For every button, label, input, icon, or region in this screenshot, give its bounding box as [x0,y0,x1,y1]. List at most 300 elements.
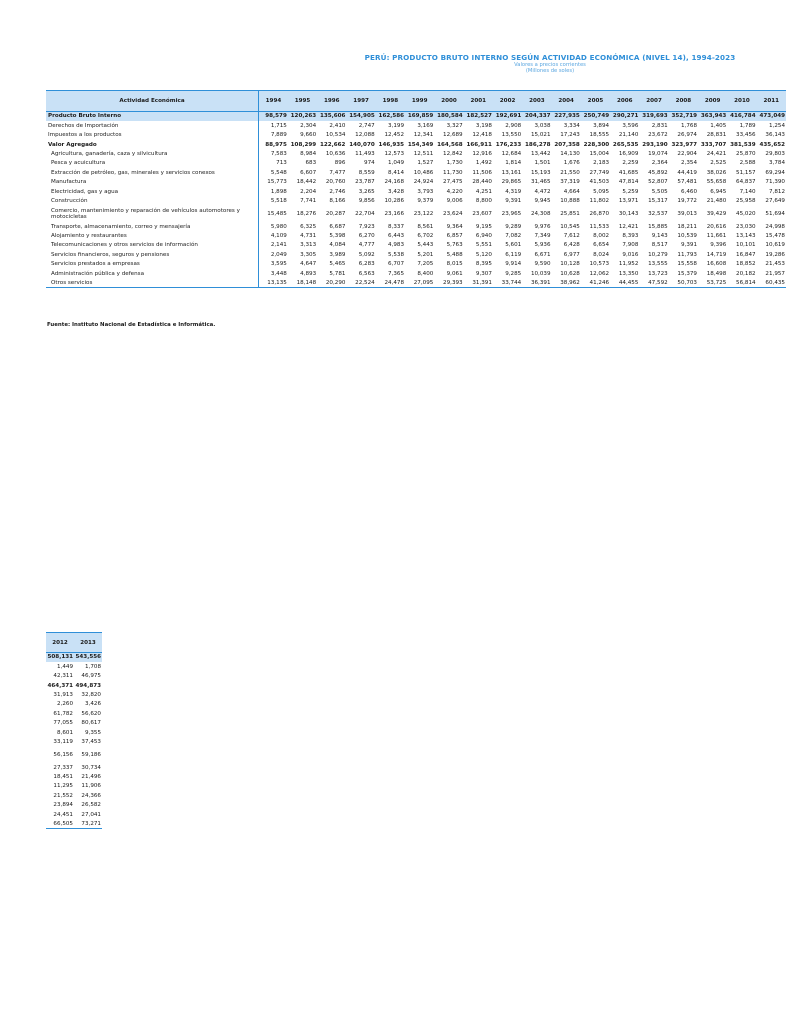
table-cell: 6,607 [300,169,317,176]
table-cell: 15,773 [267,179,287,186]
table-cell: 42,311 [53,673,73,680]
table-cell: 13,350 [618,270,639,277]
table-cell: 15,485 [267,210,287,217]
table-cell: 10,486 [413,169,434,176]
table-cell: 6,443 [388,233,405,240]
table-cell: 18,498 [706,270,727,277]
header-year: 1997 [346,91,375,112]
table-cell: 18,451 [53,774,73,781]
table-cell: 23,787 [355,179,375,186]
table-cell: 30,734 [81,764,101,771]
table-cell: 27,095 [405,279,434,288]
table-cell: 27,749 [589,169,610,176]
table-row [46,196,786,205]
table-cell: 7,082 [505,233,522,240]
table-cell: 21,552 [53,792,73,799]
header-year: 1999 [405,91,434,112]
table-cell: 1,405 [710,122,727,129]
table-cell: 176,233 [495,141,522,148]
table-cell: 12,511 [413,150,434,157]
table-cell: 7,349 [534,233,551,240]
table-cell: 14,719 [706,251,727,258]
table-cell: 9,016 [622,251,639,258]
row-label: Servicios prestados a empresas [46,260,259,269]
table-cell: 15,193 [530,169,551,176]
table-cell: 11,730 [443,169,463,176]
table-cell: 2,354 [680,160,697,167]
table-cell: 8,601 [56,729,73,736]
table-cell: 19,772 [677,198,697,205]
table-cell: 61,782 [53,710,73,717]
table-cell: 2,141 [270,242,287,249]
table-cell: 12,689 [443,132,463,139]
table-row [46,700,102,709]
table-cell: 33,119 [53,739,73,746]
table-cell: 12,088 [355,132,375,139]
row-label: Alojamiento y restaurantes [46,231,259,240]
table-cell: 44,455 [610,279,639,288]
table-cell: 3,426 [84,701,101,708]
table-cell: 47,592 [639,279,668,288]
table-cell: 21,957 [765,270,785,277]
table-cell: 6,563 [358,270,375,277]
table-cell: 8,395 [475,261,492,268]
table-row [46,782,102,791]
table-cell: 8,002 [593,233,610,240]
table-cell: 20,287 [325,210,346,217]
table-cell: 15,885 [648,223,668,230]
table-cell: 51,694 [765,210,785,217]
table-cell: 3,169 [417,122,434,129]
table-cell: 24,998 [765,223,785,230]
table-cell: 12,684 [501,150,522,157]
table-cell: 9,914 [505,261,522,268]
table-row [46,772,102,781]
table-cell: 8,414 [388,169,405,176]
table-cell: 29,803 [765,150,785,157]
table-cell: 5,092 [358,251,375,258]
table-cell: 683 [305,160,317,167]
table-cell: 15,317 [648,198,668,205]
table-cell: 12,421 [618,223,639,230]
table-cell: 2,364 [651,160,668,167]
table-cell: 8,393 [622,233,639,240]
table-cell: 5,120 [475,251,492,258]
table-cell: 1,492 [475,160,492,167]
table-cell: 26,974 [677,132,697,139]
table-cell: 20,290 [317,279,346,288]
table-cell: 30,143 [618,210,639,217]
table-cell: 8,015 [446,261,463,268]
table-cell: 77,055 [53,720,73,727]
table-cell: 5,538 [388,251,405,258]
table-cell: 250,749 [581,112,610,121]
table-cell: 56,156 [53,751,73,758]
table-row [46,791,102,800]
table-cell: 6,940 [475,233,492,240]
row-label: Impuestos a los productos [46,130,259,139]
table-cell: 290,271 [610,112,639,121]
table-cell: 7,812 [768,188,785,195]
table-cell: 2,525 [710,160,727,167]
table-cell: 4,893 [300,270,317,277]
table-row [46,140,786,149]
table-row [46,260,786,269]
header-year: 2007 [639,91,668,112]
table-cell: 8,800 [475,198,492,205]
table-cell: 508,131 [47,654,73,661]
table-cell: 2,831 [651,122,668,129]
table-row [46,662,102,671]
table-cell: 9,061 [446,270,463,277]
continuation-header-row [46,633,102,653]
table-cell: 4,731 [300,233,317,240]
table-cell: 13,971 [618,198,639,205]
header-year: 1995 [288,91,317,112]
table-cell: 39,429 [706,210,727,217]
table-cell: 3,305 [300,251,317,258]
table-cell: 9,391 [680,242,697,249]
table-cell: 25,870 [736,150,756,157]
table-cell: 11,661 [706,233,727,240]
table-cell: 2,259 [622,160,639,167]
table-cell: 2,588 [739,160,756,167]
header-year: 2004 [552,91,581,112]
table-row [46,681,102,690]
table-cell: 154,349 [407,141,434,148]
table-cell: 146,935 [378,141,405,148]
table-cell: 21,140 [618,132,639,139]
table-cell: 186,278 [525,141,551,148]
table-cell: 6,428 [563,242,580,249]
table-cell: 10,286 [384,198,405,205]
table-cell: 21,480 [706,198,727,205]
table-cell: 11,506 [472,169,492,176]
table-cell: 7,908 [622,242,639,249]
table-cell: 7,741 [300,198,317,205]
table-cell: 3,038 [534,122,551,129]
table-cell: 10,101 [736,242,756,249]
table-cell: 5,488 [446,251,463,258]
table-cell: 2,260 [56,701,73,708]
table-cell: 12,573 [384,150,405,157]
table-cell: 416,784 [727,112,756,121]
table-cell: 2,304 [300,122,317,129]
table-cell: 18,555 [589,132,610,139]
table-cell: 23,965 [501,210,522,217]
table-cell: 2,410 [329,122,346,129]
header-year: 2012 [46,633,74,653]
table-cell: 3,198 [475,122,492,129]
table-cell: 27,041 [81,811,101,818]
table-cell: 4,084 [329,242,346,249]
table-cell: 8,984 [300,150,317,157]
table-cell: 9,307 [475,270,492,277]
table-cell: 10,628 [560,270,580,277]
row-label: Transporte, almacenamiento, correo y mensajería [46,222,259,231]
table-cell: 9,590 [534,261,551,268]
table-cell: 21,496 [81,774,101,781]
table-cell: 2,746 [329,188,346,195]
table-cell: 9,660 [300,132,317,139]
table-cell: 9,391 [505,198,522,205]
table-cell: 36,391 [522,279,551,288]
table-row [46,653,102,662]
table-cell: 5,465 [329,261,346,268]
table-cell: 169,859 [405,112,434,121]
table-cell: 13,723 [648,270,668,277]
table-row [46,130,786,139]
table-cell: 9,976 [534,223,551,230]
table-cell: 27,649 [765,198,785,205]
table-cell: 8,400 [417,270,434,277]
table-subtitle-scale: (Millones de soles) [525,68,575,74]
table-cell: 24,924 [413,179,434,186]
table-cell: 5,505 [651,188,668,195]
table-cell: 162,586 [376,112,405,121]
row-label: Electricidad, gas y agua [46,187,259,196]
table-cell: 45,020 [736,210,756,217]
table-cell: 6,857 [446,233,463,240]
header-year: 1998 [376,91,405,112]
table-cell: 69,294 [765,169,785,176]
table-cell: 11,533 [589,223,610,230]
table-cell: 9,285 [505,270,522,277]
table-cell: 1,789 [739,122,756,129]
table-cell: 28,831 [706,132,727,139]
table-cell: 38,026 [706,169,727,176]
table-cell: 2,204 [300,188,317,195]
table-cell: 494,873 [75,682,101,689]
table-row [46,728,102,737]
table-cell: 13,161 [501,169,522,176]
table-cell: 20,616 [706,223,727,230]
table-cell: 46,975 [81,673,101,680]
header-year: 1996 [317,91,346,112]
table-cell: 7,365 [388,270,405,277]
row-label: Producto Bruto Interno [46,112,259,121]
row-label: Construcción [46,196,259,205]
table-cell: 381,539 [730,141,756,148]
table-cell: 11,295 [53,783,73,790]
table-cell: 9,006 [446,198,463,205]
table-cell: 3,596 [622,122,639,129]
table-cell: 24,366 [81,792,101,799]
table-cell: 7,477 [329,169,346,176]
table-cell: 26,582 [81,802,101,809]
table-cell: 9,396 [710,242,727,249]
table-cell: 120,263 [288,112,317,121]
table-cell: 7,889 [270,132,287,139]
table-cell: 60,435 [757,279,786,288]
table-cell: 1,527 [417,160,434,167]
row-label: Valor Agregado [46,140,259,149]
table-cell: 13,135 [259,279,288,288]
table-row [46,737,102,746]
table-cell: 7,612 [563,233,580,240]
table-cell: 13,550 [501,132,522,139]
table-cell: 8,559 [358,169,375,176]
table-row [46,820,102,829]
table-cell: 3,595 [270,261,287,268]
table-cell: 3,199 [388,122,405,129]
table-cell: 15,379 [677,270,697,277]
table-cell: 12,062 [589,270,610,277]
table-cell: 7,923 [358,223,375,230]
table-cell: 12,341 [413,132,434,139]
table-row [46,279,786,288]
table-row [46,187,786,196]
table-row [46,222,786,231]
header-year: 2000 [434,91,463,112]
table-cell: 5,601 [505,242,522,249]
table-cell: 5,980 [270,223,287,230]
table-cell: 974 [364,160,375,167]
table-cell: 18,852 [736,261,756,268]
table-cell: 21,453 [765,261,785,268]
row-label: Manufactura [46,178,259,187]
table-cell: 3,448 [270,270,287,277]
table-cell: 319,693 [639,112,668,121]
table-row [46,250,786,259]
table-cell: 5,518 [270,198,287,205]
table-cell: 88,975 [265,141,287,148]
table-cell: 5,781 [329,270,346,277]
table-cell: 352,719 [669,112,698,121]
table-cell: 8,337 [388,223,405,230]
table-cell: 31,913 [53,691,73,698]
table-cell: 9,355 [84,729,101,736]
table-cell: 56,620 [81,710,101,717]
header-year: 2008 [669,91,698,112]
table-cell: 204,337 [522,112,551,121]
table-cell: 24,451 [53,811,73,818]
table-cell: 31,465 [530,179,551,186]
table-cell: 5,551 [475,242,492,249]
table-cell: 37,319 [560,179,580,186]
table-cell: 23,894 [53,802,73,809]
table-cell: 9,379 [417,198,434,205]
table-cell: 6,945 [710,188,727,195]
table-cell: 24,308 [530,210,551,217]
table-title: PERÚ: PRODUCTO BRUTO INTERNO SEGÚN ACTIVIDAD ECONÓMICA (NIVEL 14), 1994-2023 [364,53,736,62]
table-cell: 3,313 [300,242,317,249]
table-cell: 24,168 [384,179,405,186]
table-cell: 6,654 [593,242,610,249]
table-cell: 29,393 [434,279,463,288]
table-cell: 6,325 [300,223,317,230]
table-cell: 192,691 [493,112,522,121]
table-cell: 16,608 [706,261,727,268]
table-cell: 5,398 [329,233,346,240]
table-cell: 18,211 [677,223,697,230]
source-note: Fuente: Instituto Nacional de Estadística e Informática. [47,322,216,328]
table-cell: 1,676 [563,160,580,167]
table-row [46,121,786,130]
header-year: 2011 [757,91,786,112]
table-cell: 56,814 [727,279,756,288]
table-cell: 13,555 [648,261,668,268]
table-cell: 10,534 [325,132,346,139]
table-cell: 44,419 [677,169,697,176]
table-cell: 25,851 [560,210,580,217]
table-cell: 473,049 [757,112,786,121]
table-row [46,801,102,810]
table-cell: 3,793 [417,188,434,195]
table-cell: 21,550 [560,169,580,176]
table-cell: 15,558 [677,261,697,268]
header-activity: Actividad Económica [46,91,259,112]
table-cell: 4,220 [446,188,463,195]
table-cell: 10,888 [560,198,580,205]
table-cell: 24,478 [376,279,405,288]
table-cell: 52,807 [648,179,668,186]
row-label: Servicios financieros, seguros y pensiones [46,250,259,259]
table-cell: 71,390 [765,179,785,186]
table-cell: 73,271 [74,820,102,829]
table-cell: 31,391 [464,279,493,288]
table-cell: 11,802 [589,198,610,205]
table-cell: 27,475 [443,179,463,186]
table-cell: 55,658 [706,179,727,186]
table-cell: 2,747 [358,122,375,129]
table-cell: 9,945 [534,198,551,205]
table-cell: 1,814 [505,160,522,167]
table-cell: 1,254 [768,122,785,129]
table-cell: 12,916 [472,150,492,157]
table-row [46,231,786,240]
table-cell: 41,685 [618,169,639,176]
table-cell: 9,856 [358,198,375,205]
table-cell: 896 [334,160,346,167]
table-cell: 16,847 [736,251,756,258]
table-cell: 7,583 [270,150,287,157]
table-subtitle-units: Valores a precios corrientes [514,62,586,68]
table-row [46,149,786,158]
table-cell: 11,793 [677,251,697,258]
gdp-table [46,90,786,288]
table-cell: 39,013 [677,210,697,217]
table-cell: 1,708 [84,663,101,670]
table-cell: 4,251 [475,188,492,195]
table-cell: 3,989 [329,251,346,258]
table-cell: 1,049 [388,160,405,167]
header-year: 2006 [610,91,639,112]
table-cell: 18,148 [288,279,317,288]
table-cell: 5,548 [270,169,287,176]
table-cell: 10,636 [325,150,346,157]
table-cell: 6,460 [680,188,697,195]
header-year: 2003 [522,91,551,112]
table-cell: 8,024 [593,251,610,258]
table-cell: 41,246 [581,279,610,288]
table-row [46,206,786,222]
table-cell: 180,584 [434,112,463,121]
table-cell: 3,894 [593,122,610,129]
header-year: 2013 [74,633,102,653]
table-cell: 6,687 [329,223,346,230]
table-cell: 7,205 [417,261,434,268]
header-year: 1994 [259,91,288,112]
table-cell: 1,730 [446,160,463,167]
table-cell: 8,561 [417,223,434,230]
table-cell: 26,870 [589,210,610,217]
table-cell: 32,537 [648,210,668,217]
table-cell: 16,909 [618,150,639,157]
table-cell: 4,647 [300,261,317,268]
table-cell: 15,478 [765,233,785,240]
table-cell: 27,337 [53,764,73,771]
